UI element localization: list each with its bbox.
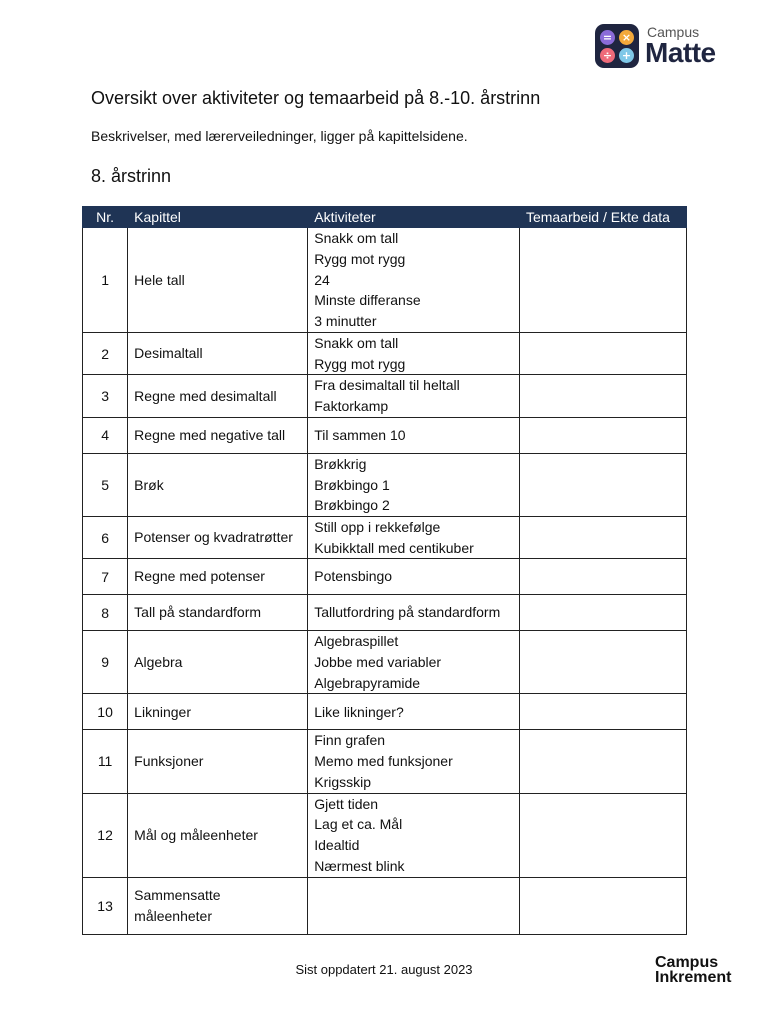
cell-kapittel — [128, 559, 308, 595]
cell-aktiviteter — [308, 228, 520, 333]
cell-nr: 2 — [83, 333, 128, 375]
kapittel-line: Tall på standardform — [134, 604, 262, 621]
table-header-row — [83, 207, 687, 228]
aktivitet-item: Faktorkamp — [314, 398, 389, 415]
aktivitet-item: Rygg mot rygg — [314, 250, 406, 267]
cell-temaarbeid — [519, 730, 686, 793]
aktivitet-item: Snakk om tall — [314, 335, 399, 351]
cell-nr: 9 — [83, 631, 128, 694]
cell-temaarbeid — [519, 793, 686, 877]
aktivitet-item: Brøkbingo 1 — [314, 476, 390, 493]
cell-nr: 5 — [83, 453, 128, 516]
aktivitet-item: Fra desimaltall til heltall — [314, 377, 460, 394]
cell-temaarbeid — [519, 453, 686, 516]
cell-aktiviteter — [308, 877, 520, 934]
aktivitet-item: Krigsskip — [314, 773, 372, 790]
kapittel-line: Likninger — [134, 703, 191, 720]
header-temaarbeid: Temaarbeid / Ekte data — [519, 207, 686, 228]
aktivitet-item: Potensbingo — [314, 568, 393, 585]
cell-aktiviteter — [308, 793, 520, 877]
cell-nr: 13 — [83, 877, 128, 934]
aktivitet-item: Jobbe med variabler — [314, 654, 442, 671]
table-row — [83, 877, 687, 934]
cell-temaarbeid — [519, 877, 686, 934]
cell-temaarbeid — [519, 375, 686, 417]
kapittel-line: Hele tall — [134, 271, 185, 288]
cell-nr: 7 — [83, 559, 128, 595]
cell-temaarbeid — [519, 559, 686, 595]
page-title: Oversikt over aktiviteter og temaarbeid på 8.-10. årstrinn — [91, 88, 541, 108]
cell-nr: 1 — [83, 228, 128, 333]
table-row — [83, 375, 687, 417]
aktivitet-item: Snakk om tall — [314, 230, 399, 247]
cell-aktiviteter — [308, 595, 520, 631]
cell-kapittel — [128, 453, 308, 516]
logo-word-campus: Campus — [647, 24, 700, 40]
equals-icon: = — [600, 30, 615, 45]
cell-nr: 4 — [83, 417, 128, 453]
table-row — [83, 333, 687, 375]
aktivitet-item: Minste differanse — [314, 292, 421, 309]
header-nr: Nr. — [83, 207, 128, 228]
cell-aktiviteter — [308, 559, 520, 595]
table-row — [83, 730, 687, 793]
cell-kapittel — [128, 793, 308, 877]
cell-kapittel — [128, 228, 308, 333]
kapittel-line: måleenheter — [134, 907, 212, 924]
cell-kapittel — [128, 877, 308, 934]
cell-temaarbeid — [519, 694, 686, 730]
cell-kapittel — [128, 516, 308, 558]
campus-matte-logo — [595, 24, 716, 68]
aktivitet-item: 24 — [314, 271, 330, 288]
cell-kapittel — [128, 595, 308, 631]
cell-aktiviteter — [308, 730, 520, 793]
cell-kapittel — [128, 375, 308, 417]
cell-kapittel — [128, 631, 308, 694]
aktivitet-item: Finn grafen — [314, 732, 386, 749]
times-icon: × — [619, 30, 634, 45]
cell-temaarbeid — [519, 417, 686, 453]
section-title: 8. årstrinn — [91, 166, 172, 186]
kapittel-line: Regne med desimaltall — [134, 387, 277, 404]
aktivitet-item: Brøkbingo 2 — [314, 497, 390, 514]
aktivitet-item: Rygg mot rygg — [314, 355, 406, 372]
cell-aktiviteter — [308, 694, 520, 730]
cell-nr: 11 — [83, 730, 128, 793]
kapittel-line: Funksjoner — [134, 753, 204, 770]
header-kapittel: Kapittel — [128, 207, 308, 228]
kapittel-line: Potenser og kvadratrøtter — [134, 529, 293, 546]
kapittel-line: Algebra — [134, 654, 183, 671]
logo-word-campus: Campus — [655, 954, 719, 971]
table-row — [83, 559, 687, 595]
logo-word-inkrement: Inkrement — [655, 969, 732, 986]
aktivitet-item: Til sammen 10 — [314, 426, 406, 443]
aktivitet-item: Algebraspillet — [314, 633, 399, 650]
cell-temaarbeid — [519, 333, 686, 375]
table-row — [83, 631, 687, 694]
table-row — [83, 595, 687, 631]
aktivitet-item: Idealtid — [314, 837, 360, 854]
plus-icon: + — [619, 48, 634, 63]
cell-aktiviteter — [308, 417, 520, 453]
cell-temaarbeid — [519, 631, 686, 694]
campus-inkrement-logo — [655, 955, 731, 985]
kapittel-line: Regne med negative tall — [134, 426, 286, 443]
cell-nr: 3 — [83, 375, 128, 417]
cell-aktiviteter — [308, 453, 520, 516]
kapittel-line: Sammensatte — [134, 886, 221, 903]
table-row — [83, 793, 687, 877]
cell-nr: 6 — [83, 516, 128, 558]
cell-temaarbeid — [519, 516, 686, 558]
math-symbols-icon — [595, 24, 639, 68]
table-row — [83, 417, 687, 453]
activities-table — [82, 206, 687, 935]
cell-aktiviteter — [308, 375, 520, 417]
aktivitet-item: Algebrapyramide — [314, 674, 421, 691]
cell-temaarbeid — [519, 228, 686, 333]
cell-aktiviteter — [308, 631, 520, 694]
cell-nr: 8 — [83, 595, 128, 631]
kapittel-line: Regne med potenser — [134, 568, 265, 585]
cell-temaarbeid — [519, 595, 686, 631]
cell-kapittel — [128, 333, 308, 375]
cell-kapittel — [128, 730, 308, 793]
aktivitet-item: 3 minutter — [314, 313, 377, 330]
aktivitet-item: Still opp i rekkefølge — [314, 518, 441, 535]
aktivitet-item: Kubikktall med centikuber — [314, 539, 474, 556]
cell-nr: 10 — [83, 694, 128, 730]
logo-word-matte: Matte — [645, 37, 716, 68]
aktivitet-item: Like likninger? — [314, 703, 404, 720]
aktivitet-item: Brøkkrig — [314, 455, 367, 472]
kapittel-line: Brøk — [134, 476, 164, 493]
header-aktiviteter: Aktiviteter — [308, 207, 520, 228]
aktivitet-item: Lag et ca. Mål — [314, 816, 403, 833]
divide-icon: ÷ — [600, 48, 615, 63]
table-row — [83, 228, 687, 333]
kapittel-line: Mål og måleenheter — [134, 826, 258, 843]
table-row — [83, 694, 687, 730]
last-updated: Sist oppdatert 21. august 2023 — [295, 962, 473, 977]
cell-kapittel — [128, 417, 308, 453]
page-subtitle: Beskrivelser, med lærerveiledninger, ligger på kapittelsidene. — [91, 128, 468, 144]
aktivitet-item: Tallutfordring på standardform — [314, 604, 501, 621]
aktivitet-item: Memo med funksjoner — [314, 753, 453, 770]
aktivitet-item: Nærmest blink — [314, 857, 405, 874]
kapittel-line: Desimaltall — [134, 345, 203, 362]
table-row — [83, 516, 687, 558]
aktivitet-item: Gjett tiden — [314, 795, 379, 812]
cell-nr: 12 — [83, 793, 128, 877]
table-row — [83, 453, 687, 516]
cell-aktiviteter — [308, 333, 520, 375]
cell-kapittel — [128, 694, 308, 730]
cell-aktiviteter — [308, 516, 520, 558]
